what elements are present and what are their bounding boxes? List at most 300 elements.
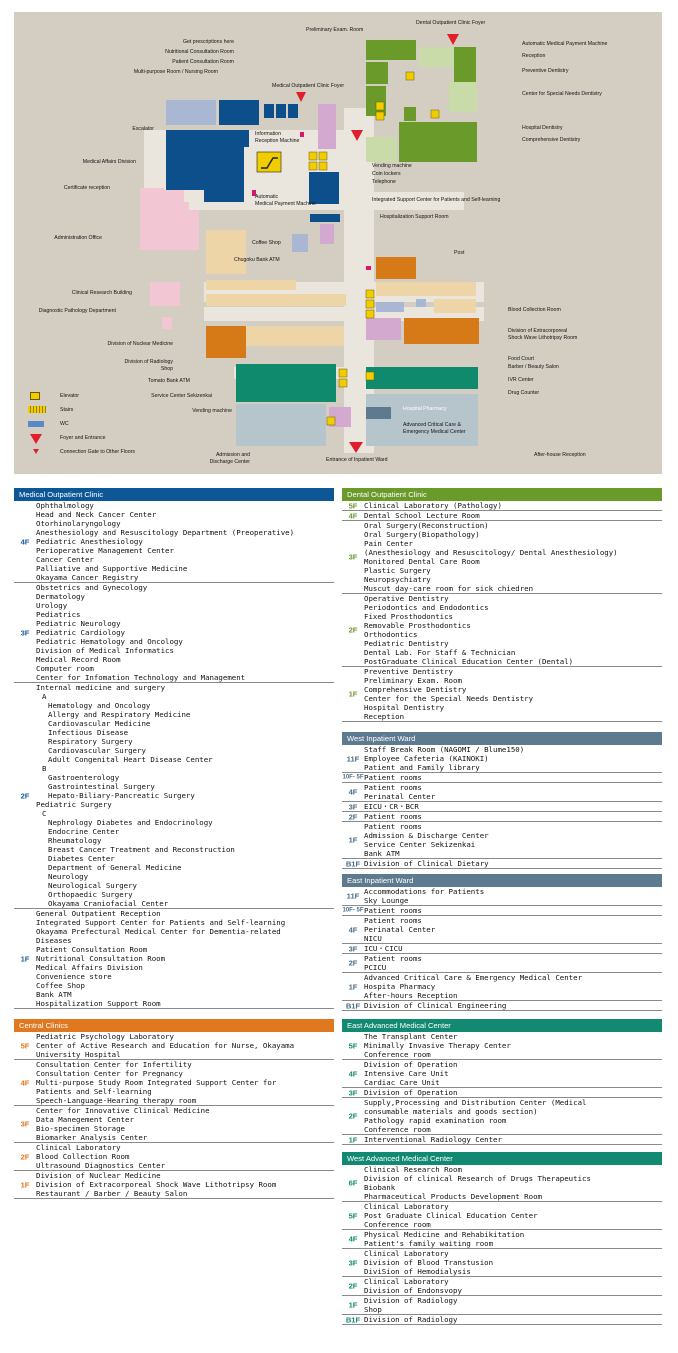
floor-map-drawing xyxy=(14,12,662,474)
directory-item: B xyxy=(42,764,47,773)
directory-item: Head and Neck Cancer Center xyxy=(36,510,157,519)
directory-item: Urology xyxy=(36,601,68,610)
directory-item: Hematology and Oncology xyxy=(48,701,151,710)
directory-item: Division of Medical Informatics xyxy=(36,646,174,655)
directory-item: Restaurant / Barber / Beauty Salon xyxy=(36,1189,188,1198)
section-east-advanced xyxy=(342,1019,662,1145)
floor-group xyxy=(342,594,662,667)
directory-item: Patient rooms xyxy=(364,783,422,792)
directory-item: Pediatric Hematology and Oncology xyxy=(36,637,183,646)
directory-item: Patients and Self-learning xyxy=(36,1087,152,1096)
directory-item: Palliative and Supportive Medicine xyxy=(36,564,188,573)
label-service-center: Service Center Sekizenkai xyxy=(151,393,212,399)
floor-label: 3F xyxy=(348,944,358,953)
label-coin-lockers: Coin lockers xyxy=(372,171,401,177)
directory-item: Periodontics and Endodontics xyxy=(364,603,489,612)
floor-group xyxy=(342,1060,662,1088)
directory-item: Perinatal Center xyxy=(364,925,436,934)
label-certificate-reception: Certificate reception xyxy=(63,185,110,191)
floor-label: 1F xyxy=(20,1180,30,1189)
label-medical-foyer: Medical Outpatient Clinic Foyer xyxy=(272,83,345,89)
directory-item: Integrated Support Center for Patients and Self-learning xyxy=(36,918,286,927)
section-body xyxy=(14,1032,334,1199)
directory-item: Division of Clinical Engineering xyxy=(364,1001,507,1010)
floor-group xyxy=(342,1296,662,1315)
section-title: East Inpatient Ward xyxy=(342,874,662,887)
directory-item: Admission & Discharge Center xyxy=(364,831,489,840)
floor-label: 3F xyxy=(20,628,30,637)
section-west-inpatient xyxy=(342,732,662,869)
directory-item: Fixed Prosthodontics xyxy=(364,612,453,621)
admission-discharge-area xyxy=(236,404,326,446)
directory-item: Hepato-Biliary-Pancreatic Surgery xyxy=(48,791,195,800)
directory-item: Bank ATM xyxy=(364,849,400,858)
floor-group xyxy=(342,1202,662,1230)
tan-row-1 xyxy=(206,280,296,290)
section-medical-outpatient xyxy=(14,488,334,1009)
dental-light-room xyxy=(366,137,396,162)
directory-item: Anesthesiology and Resuscitology Department (Preoperative) xyxy=(36,528,295,537)
floor-label: 4F xyxy=(348,511,358,520)
floor-label: 5F xyxy=(348,1211,358,1220)
directory-item: Advanced Critical Care & Emergency Medical Center xyxy=(364,973,583,982)
directory-item: Minimally Invasive Therapy Center xyxy=(364,1041,511,1050)
directory-item: Patient rooms xyxy=(364,916,422,925)
label-hospitalization-support: Hospitalization Support Room xyxy=(380,214,449,220)
directory-item: Orthopaedic Surgery xyxy=(48,890,133,899)
foyer-icon xyxy=(30,434,42,444)
floor-label: 2F xyxy=(348,625,358,635)
directory-item: Biomarker Analysis Center xyxy=(36,1133,148,1142)
floor-label: 4F xyxy=(20,537,30,546)
directory-item: After-hours Reception xyxy=(364,991,458,1000)
directory-item: Employee Cafeteria (KAINOKI) xyxy=(364,754,489,763)
section-title: West Inpatient Ward xyxy=(342,732,662,745)
directory-item: Clinical Research Room xyxy=(364,1165,462,1174)
label-tomato-bank: Tomato Bank ATM xyxy=(148,378,190,384)
directory-item: A xyxy=(42,692,47,701)
floor-label: 2F xyxy=(20,791,30,800)
label-comprehensive-dentistry: Comprehensive Dentistry xyxy=(522,137,581,143)
directory-item: Blood Collection Room xyxy=(36,1152,130,1161)
directory-item: Cardiovascular Medicine xyxy=(48,719,151,728)
floor-label: 1F xyxy=(20,954,30,963)
floor-group xyxy=(342,783,662,802)
directory-item: PCICU xyxy=(364,963,387,972)
label-advanced-care: Advanced Critical Care & xyxy=(403,422,461,428)
directory-item: Ophthalmology xyxy=(36,501,94,510)
label-barber: Barber / Beauty Salon xyxy=(508,364,559,370)
directory-item: Department of General Medicine xyxy=(48,863,182,872)
floor-label: B1F xyxy=(345,1001,361,1010)
label-telephone: Telephone xyxy=(372,179,396,185)
chugoku-bank-area xyxy=(292,234,308,252)
label-drug-counter: Drug Counter xyxy=(508,390,540,396)
label-administration-office: Administration Office xyxy=(54,235,102,241)
directory-item: Bio-specimen Storage xyxy=(36,1124,125,1133)
directory-item: Oral Surgery(Reconstruction) xyxy=(364,521,489,530)
directory-item: Gastrointestinal Surgery xyxy=(48,782,155,791)
floor-label: 10F- 5F xyxy=(342,907,364,913)
clinical-research-building-area xyxy=(150,282,180,306)
label-inpatient-entrance: Entrance of Inpatient Ward xyxy=(326,457,388,463)
directory-item: Clinical Laboratory xyxy=(36,1143,121,1152)
directory-item: Plastic Surgery xyxy=(364,566,431,575)
section-body xyxy=(14,501,334,1009)
elevator-icon xyxy=(30,392,40,400)
directory-item: Service Center Sekizenkai xyxy=(364,840,476,849)
directory-item: Cardiovascular Surgery xyxy=(48,746,146,755)
floor-group xyxy=(342,822,662,859)
floor-group xyxy=(342,1249,662,1277)
directory-item: Pharmaceutical Products Development Room xyxy=(364,1192,542,1201)
directory-item: Consultation Center for Infertility xyxy=(36,1060,192,1069)
section-body xyxy=(342,501,662,722)
floor-group xyxy=(14,583,334,683)
directory-item: Pediatric Anesthesiology xyxy=(36,537,143,546)
special-needs-area xyxy=(449,82,477,112)
floor-label: 2F xyxy=(348,958,358,968)
label-coffee-shop: Coffee Shop xyxy=(252,240,281,246)
directory-item: Oral Surgery(Biopathology) xyxy=(364,530,480,539)
directory-item: NICU xyxy=(364,934,382,943)
directory-item: Muscut day-care room for sick chiedren xyxy=(364,584,534,593)
directory-item: Division of Nuclear Medicine xyxy=(36,1171,161,1180)
floor-group xyxy=(342,916,662,944)
dental-room-3 xyxy=(366,86,386,116)
directory-item: The Transplant Center xyxy=(364,1032,458,1041)
floor-group xyxy=(14,1106,334,1143)
directory-item: Ultrasound Diagnostics Center xyxy=(36,1161,166,1170)
directory-item: Division of Radiology xyxy=(364,1315,458,1324)
directory-item: Clinical Laboratory (Pathology) xyxy=(364,501,502,510)
label-vending-machine: Vending machine xyxy=(372,163,412,169)
floor-label: 3F xyxy=(348,802,358,811)
label-ivr-center: IVR Center xyxy=(508,377,534,383)
directory-item: Dermatology xyxy=(36,592,85,601)
floor-label: 3F xyxy=(20,1119,30,1129)
label-hospital-pharmacy: Hospital Pharmacy xyxy=(403,406,447,412)
directory-item: Patient rooms xyxy=(364,906,422,915)
directory-item: Patient rooms xyxy=(364,822,422,831)
directory-item: Clinical Laboratory xyxy=(364,1277,449,1286)
floor-group xyxy=(14,1060,334,1106)
floor-group xyxy=(14,909,334,1009)
directory-item: Okayama Prefectural Medical Center for Dementia-related xyxy=(36,927,281,936)
consultation-room-a xyxy=(264,104,274,118)
directory-item: Data Manegement Center xyxy=(36,1115,134,1124)
label-post: Post xyxy=(454,250,465,256)
directory-item: Clinical Laboratory xyxy=(364,1202,449,1211)
label-information-2: Reception Machine xyxy=(255,138,300,144)
floor-group xyxy=(342,1165,662,1202)
floor-label: B1F xyxy=(345,1315,361,1324)
floor-label: 1F xyxy=(348,1300,358,1310)
floor-group xyxy=(342,501,662,511)
teal-room-left xyxy=(236,364,336,402)
floor-group xyxy=(342,954,662,973)
directory-item: Conference room xyxy=(364,1125,431,1134)
label-information: Information xyxy=(255,131,281,137)
stairs-icon xyxy=(28,406,46,413)
directory-item: Okayama Craniofacial Center xyxy=(48,899,169,908)
directory-item: DiviSion of Hemodialysis xyxy=(364,1267,471,1276)
floor-group xyxy=(342,812,662,822)
floor-group xyxy=(342,859,662,869)
floor-label: 2F xyxy=(348,812,358,821)
directory-item: Neuropsychiatry xyxy=(364,575,431,584)
floor-group xyxy=(342,1098,662,1135)
label-get-prescriptions: Get prescriptions here xyxy=(182,39,234,45)
floor-group xyxy=(342,1032,662,1060)
directory-item: Respiratory Surgery xyxy=(48,737,133,746)
directory-item: Endocrine Center xyxy=(48,827,120,836)
section-title: Central Clinics xyxy=(14,1019,334,1032)
directory-item: Center for Infomation Technology and Management xyxy=(36,673,246,682)
label-admission-discharge-2: Discharge Center xyxy=(209,459,250,465)
directory-item: Intensive Care Unit xyxy=(364,1069,449,1078)
tan-row-2 xyxy=(206,294,346,306)
floor-label: 5F xyxy=(20,1041,30,1050)
floor-group xyxy=(342,773,662,783)
comprehensive-area xyxy=(399,122,477,162)
label-integrated-support: Integrated Support Center for Patients and Self-learning xyxy=(372,197,501,203)
floor-group xyxy=(342,973,662,1001)
directory-item: Pediatric Dentistry xyxy=(364,639,449,648)
directory-item: Hospitalization Support Room xyxy=(36,999,161,1008)
directory-item: Physical Medicine and Rehabikitation xyxy=(364,1230,525,1239)
directory-item: Conference room xyxy=(364,1050,431,1059)
floor-group xyxy=(342,906,662,916)
directory-item: Gastroenterology xyxy=(48,773,120,782)
floor-label: 4F xyxy=(348,787,358,797)
label-eswl: Division of Extracorporeal xyxy=(508,328,568,334)
floor-label: 5F xyxy=(348,501,358,510)
directory-item: University Hospital xyxy=(36,1050,121,1059)
gate-icon xyxy=(33,449,39,454)
legend-stairs: Stairs xyxy=(60,407,74,413)
escalator-icon xyxy=(257,152,281,172)
label-nutritional-consultation: Nutritional Consultation Room xyxy=(165,49,234,55)
directory-item: Internal medicine and surgery xyxy=(36,683,166,692)
directory-item: Computer room xyxy=(36,664,94,673)
floor-group xyxy=(342,1277,662,1296)
floor-label: 1F xyxy=(348,835,358,845)
coffee-shop-room xyxy=(320,224,334,244)
preventive-area xyxy=(454,47,476,87)
nuclear-medicine-area xyxy=(206,326,246,358)
floor-label: 10F- 5F xyxy=(342,774,364,780)
legend-wc: WC xyxy=(60,421,69,427)
directory-item: Dental School Lecture Room xyxy=(364,511,480,520)
floor-label: 1F xyxy=(348,982,358,991)
directory-item: Division of Endonsvopy xyxy=(364,1286,462,1295)
directory-item: Medical Record Room xyxy=(36,655,121,664)
directory-item: Adult Congenital Heart Disease Center xyxy=(48,755,213,764)
section-title: East Advanced Medical Center xyxy=(342,1019,662,1032)
dental-room-2 xyxy=(366,62,388,84)
reception-area xyxy=(419,47,457,67)
directory-item: Pediatric Psychology Laboratory xyxy=(36,1032,174,1041)
directory-item: Infectious Disease xyxy=(48,728,129,737)
section-body xyxy=(342,1165,662,1325)
floor-group xyxy=(342,1315,662,1325)
floor-label: 3F xyxy=(348,1258,358,1267)
directory-item: Neurology xyxy=(48,872,89,881)
directory-item: Neurological Surgery xyxy=(48,881,137,890)
directory-item: EICU・CR・BCR xyxy=(364,802,419,811)
directory-item: Division of Extracorporeal Shock Wave Lithotripsy Room xyxy=(36,1180,277,1189)
hospital-dentistry-room xyxy=(404,107,416,121)
section-title: West Advanced Medical Center xyxy=(342,1152,662,1165)
directory-item: Pediatric Cardiology xyxy=(36,628,125,637)
floor-group xyxy=(14,683,334,909)
floor-group xyxy=(342,1135,662,1145)
directory-item: Pediatrics xyxy=(36,610,81,619)
diagnostic-pathology-area xyxy=(162,317,172,329)
directory-item: Reception xyxy=(364,712,405,721)
label-preliminary-exam: Preliminary Exam. Room xyxy=(306,27,364,33)
directory-item: Diseases xyxy=(36,936,72,945)
directory-item: Clinical Laboratory xyxy=(364,1249,449,1258)
directory-item: Breast Cancer Treatment and Reconstruction xyxy=(48,845,235,854)
floor-map xyxy=(14,12,662,474)
floor-group xyxy=(14,1171,334,1199)
label-auto-payment-medical-2: Medical Payment Machine xyxy=(255,201,316,207)
pharmacy-room xyxy=(366,407,391,419)
floor-label: 4F xyxy=(348,925,358,934)
floor-group xyxy=(342,1088,662,1098)
tan-room-right-2 xyxy=(434,299,476,313)
label-reception: Reception xyxy=(522,53,546,59)
floor-label: 2F xyxy=(20,1152,30,1161)
floor-group xyxy=(342,887,662,906)
directory-item: Post Graduate Clinical Education Center xyxy=(364,1211,538,1220)
floor-label: 4F xyxy=(20,1078,30,1087)
floor-group xyxy=(342,802,662,812)
label-medical-affairs: Medical Affairs Division xyxy=(82,159,136,165)
directory-item: Interventional Radiology Center xyxy=(364,1135,502,1144)
label-escalator: Escalator xyxy=(132,126,154,132)
floor-label: 1F xyxy=(348,689,358,699)
directory-item: General Outpatient Reception xyxy=(36,909,161,918)
floor-group xyxy=(342,521,662,594)
directory-item: Perinatal Center xyxy=(364,792,436,801)
section-west-advanced xyxy=(342,1152,662,1325)
section-central-clinics xyxy=(14,1019,334,1199)
directory-item: Patient rooms xyxy=(364,954,422,963)
directory-item: Division of Operation xyxy=(364,1060,458,1069)
nursing-room xyxy=(219,100,259,125)
floor-label: 3F xyxy=(348,1088,358,1097)
directory-item: Orthodontics xyxy=(364,630,418,639)
legend-gate: Connection Gate to Other Floors xyxy=(60,449,135,455)
directory-item: ICU・CICU xyxy=(364,944,403,953)
directory-item: Accommodations for Patients xyxy=(364,887,485,896)
label-multipurpose-nursing: Multi-purpose Room / Nursing Room xyxy=(133,69,218,75)
directory-item: Nephrology Diabetes and Endocrinology xyxy=(48,818,213,827)
directory-item: Cancer Center xyxy=(36,555,94,564)
directory-item: Preliminary Exam. Room xyxy=(364,676,462,685)
directory-item: Shop xyxy=(364,1305,382,1314)
directory-item: Diabetes Center xyxy=(48,854,115,863)
floor-label: 4F xyxy=(348,1234,358,1244)
label-radiology-shop: Division of Radiology xyxy=(124,359,173,365)
directory-item: Cardiac Care Unit xyxy=(364,1078,440,1087)
directory-item: Monitored Dental Care Room xyxy=(364,557,480,566)
directory-item: Center of Active Research and Education for Nurse, Okayama xyxy=(36,1041,295,1050)
directory-item: Consultation Center for Pregnancy xyxy=(36,1069,183,1078)
section-body xyxy=(342,745,662,869)
dental-room-1 xyxy=(366,40,416,60)
directory-item: Medical Affairs Division xyxy=(36,963,143,972)
directory-item: consumable materials and goods section) xyxy=(364,1107,538,1116)
floor-label: 4F xyxy=(348,1069,358,1078)
tan-room-right-1 xyxy=(376,282,476,296)
advanced-care-area xyxy=(366,394,478,446)
label-nuclear-medicine: Division of Nuclear Medicine xyxy=(107,341,173,347)
legend-elevator: Elevator xyxy=(60,393,80,399)
floor-group xyxy=(14,1143,334,1171)
tan-row-3 xyxy=(246,326,344,346)
label-after-house: After-house Reception xyxy=(534,452,586,458)
directory-item: Convenience store xyxy=(36,972,112,981)
orange-room-top xyxy=(376,257,416,279)
label-auto-payment-dental: Automatic Medical Payment Machine xyxy=(522,41,608,47)
label-radiology-shop-2: Shop xyxy=(160,366,173,372)
directory-item: Center for the Special Needs Dentistry xyxy=(364,694,534,703)
label-advanced-care-2: Emergency Medical Center xyxy=(403,429,466,435)
directory-item: PostGraduate Clinical Education Center (Dental) xyxy=(364,657,574,666)
floor-label: 6F xyxy=(348,1178,358,1188)
label-preventive-dentistry: Preventive Dentistry xyxy=(522,68,569,74)
support-center-area xyxy=(310,214,340,222)
wc-right xyxy=(416,299,426,307)
label-auto-payment-medical: Automatic xyxy=(255,194,279,200)
directory-item: Patient rooms xyxy=(364,773,422,782)
directory-item: (Anesthesiology and Resuscitology/ Dental Anesthesiology) xyxy=(364,548,618,557)
directory-item: Division of Operation xyxy=(364,1088,458,1097)
directory-item: Pathology rapid examination room xyxy=(364,1116,507,1125)
directory-item: Patient and Family library xyxy=(364,763,480,772)
directory-item: Hospital Dentistry xyxy=(364,703,445,712)
label-food-court: Food Court xyxy=(508,356,534,362)
floor-group xyxy=(14,1032,334,1060)
directory-item: Perioperative Management Center xyxy=(36,546,174,555)
label-patient-consultation: Patient Consultation Room xyxy=(172,59,234,65)
directory-item: Pain Center xyxy=(364,539,413,548)
floor-group xyxy=(14,501,334,583)
label-chugoku-bank: Chugoku Bank ATM xyxy=(234,257,280,263)
directory-item: Speech-Language-Hearing therapy room xyxy=(36,1096,197,1105)
label-clinical-research-building: Clinical Research Building xyxy=(71,290,132,296)
directory-item: Pediatric Surgery xyxy=(36,800,112,809)
label-hospital-dentistry: Hospital Dentistry xyxy=(522,125,563,131)
floor-label: 5F xyxy=(348,1041,358,1050)
directory-item: Obstetrics and Gynecology xyxy=(36,583,148,592)
eswl-area xyxy=(404,318,479,344)
certificate-reception-area xyxy=(164,190,184,202)
label-admission-discharge: Admission and xyxy=(215,452,250,458)
floor-group xyxy=(342,511,662,521)
directory-item: Bank ATM xyxy=(36,990,72,999)
directory-item: Staff Break Room (NAGOMI / Blume150) xyxy=(364,745,525,754)
lavender-room xyxy=(366,318,401,340)
floor-group xyxy=(342,745,662,773)
label-dental-foyer: Dental Outpatient Clinic Foyer xyxy=(416,20,486,26)
label-blood-collection: Blood Collection Room xyxy=(508,307,561,313)
directory-item: Division of Radiology xyxy=(364,1296,458,1305)
